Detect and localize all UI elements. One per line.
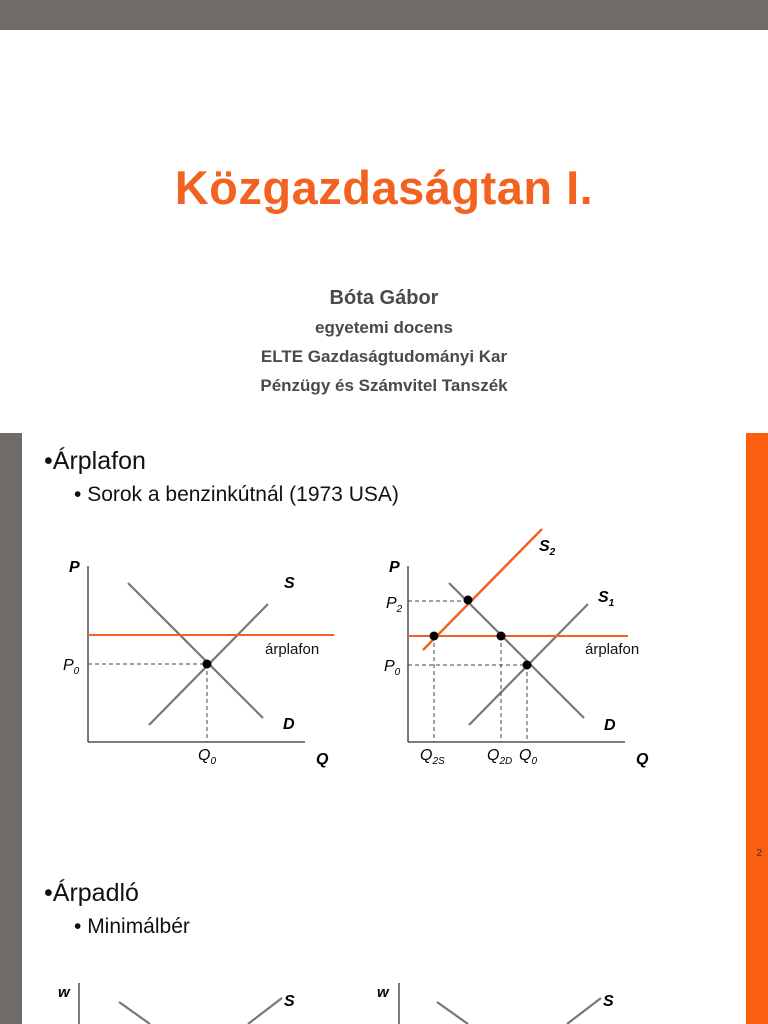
graph-right [377,983,614,1024]
bullet-heading: •Árpadló [44,879,139,907]
demand-curve [437,1002,468,1024]
p2-letter: P [386,595,397,612]
title-slide [0,30,768,433]
q0-letter: Q [198,747,211,764]
new-equilibrium-point [464,596,473,605]
y-axis-label: P [69,559,80,576]
sub-bullet: • Sorok a benzinkútnál (1973 USA) [74,483,399,506]
demand-curve [128,583,263,718]
bullet-text: Árplafon [52,447,146,475]
bullet-text: Árpadló [52,879,139,907]
p0-label [63,657,80,677]
y-axis-label: w [58,984,70,1001]
s2-letter: S [539,538,550,555]
q2s-letter: Q [420,747,433,764]
supply-label: S [603,993,614,1010]
author-name: Bóta Gábor [329,287,439,309]
s1-label [598,589,615,609]
s2-label [539,538,556,558]
y-axis-label: P [389,559,400,576]
q2s-label [420,747,445,767]
s1-letter: S [598,589,609,606]
graph-right [384,529,649,768]
p0-letter: P [384,658,395,675]
supply-curve [567,998,601,1024]
p0-label [384,658,401,678]
demand-curve [119,1002,150,1024]
demand-label: D [604,717,616,734]
wage-graphs [0,866,768,1024]
sub-bullet-text: Minimálbér [87,915,190,938]
graph-left [58,983,295,1024]
demand-label: D [283,716,295,733]
supply-label: S [284,575,295,592]
q0-label [198,747,216,767]
ceiling-label: árplafon [265,641,320,658]
page-number: 2 [756,848,762,859]
p2-label [386,595,403,615]
slide-price-ceiling [0,433,768,866]
sub-bullet-text: Sorok a benzinkútnál (1973 USA) [87,483,399,506]
author-position: egyetemi docens [315,318,453,337]
p0-subscript: 0 [394,667,401,678]
author-department: Pénzügy és Számvitel Tanszék [260,376,508,395]
q2d-label [487,747,512,767]
q2d-subscript: 2D [499,756,513,767]
q0-label [519,747,537,767]
equilibrium-point [203,660,212,669]
q0-letter: Q [519,747,532,764]
ceiling-supply-point [430,632,439,641]
ceiling-demand-point [497,632,506,641]
x-axis-label: Q [636,751,649,768]
p0-letter: P [63,657,74,674]
bullet-heading: •Árplafon [44,447,146,475]
p0-subscript: 0 [73,666,80,677]
q2d-letter: Q [487,747,500,764]
s2-subscript: 2 [549,547,556,558]
supply-demand-graphs [0,433,768,866]
q0-subscript: 0 [531,756,538,767]
supply-curve [248,998,282,1024]
ceiling-label: árplafon [585,641,640,658]
slide-price-floor [0,866,768,1024]
q0-subscript: 0 [210,756,217,767]
supply-label: S [284,993,295,1010]
supply-curve-s2 [423,529,542,650]
p2-subscript: 2 [396,604,403,615]
sub-bullet: • Minimálbér [74,915,190,938]
q2s-subscript: 2S [432,756,445,767]
author-faculty: ELTE Gazdaságtudományi Kar [260,347,508,366]
graph-left [63,559,334,768]
y-axis-label: w [377,984,389,1001]
top-bar [0,0,768,30]
s1-subscript: 1 [608,598,615,609]
x-axis-label: Q [316,751,329,768]
original-equilibrium-point [523,661,532,670]
slide-title: Közgazdaságtan I. [174,161,594,214]
